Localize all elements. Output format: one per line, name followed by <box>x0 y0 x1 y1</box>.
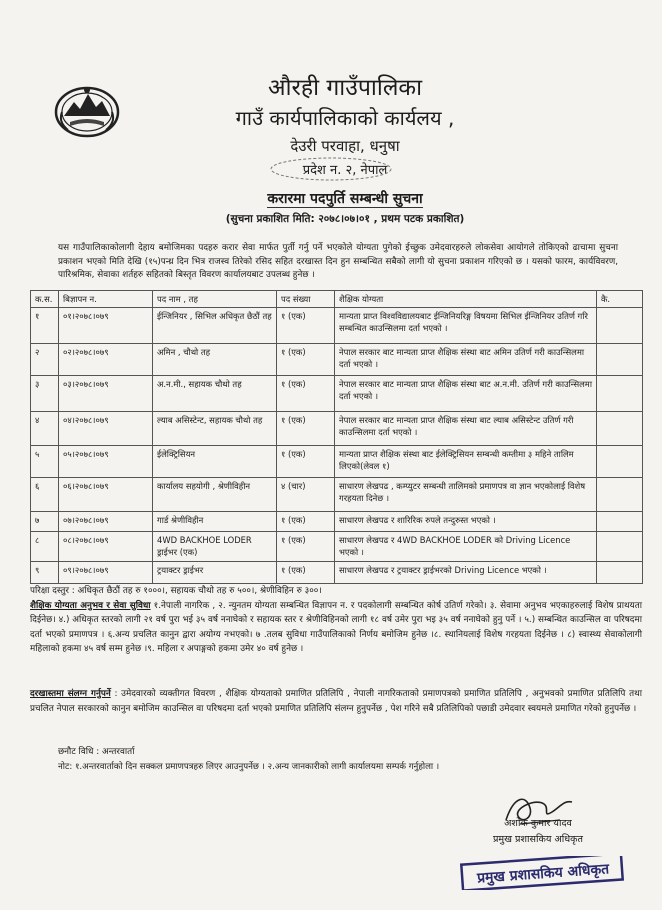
cell-adv: ०६।२०७८।०७९ <box>59 478 153 512</box>
table-row <box>31 412 643 446</box>
cell-qual: नेपाल सरकार बाट मान्यता प्राप्त शैक्षिक संस्था बाट अमिन उतिर्ण गरी काउन्सिलमा दर्ता भएको । <box>335 344 597 376</box>
cell-qual: मान्यता प्राप्त शैक्षिक संस्था बाट ईलेक्ट्रिसियन सम्बन्धी कम्तीमा ३ महिने तालिम लिएको(लेवल १) <box>335 446 597 478</box>
cell-sn: ७ <box>31 512 59 532</box>
required-documents <box>30 687 642 716</box>
cell-adv: ०३।२०७८।०७९ <box>59 376 153 412</box>
fees-and-eligibility <box>30 584 642 657</box>
notice-subtitle: (सुचना प्रकाशित मिति: २०७८।०७।०१ , प्रथम पटक प्रकाशित) <box>225 213 465 225</box>
cell-sn: १ <box>31 308 59 344</box>
cell-remarks <box>597 532 643 562</box>
signatory-name: अशोक कुमार यादव <box>504 818 572 829</box>
cell-adv: ०९।२०७८।०७९ <box>59 562 153 584</box>
cell-post: ईन्जिनियर , सिभिल अधिकृत छैठौं तह <box>153 308 277 344</box>
cell-count: १ (एक) <box>277 446 335 478</box>
official-rubber-stamp <box>458 856 628 890</box>
cell-remarks <box>597 562 643 584</box>
cell-qual: साधारण लेखपढ र 4WD BACKHOE LODER को Driving Licence भएको । <box>335 532 597 562</box>
cell-sn: ४ <box>31 412 59 446</box>
round-stamp-overlay <box>246 156 416 182</box>
cell-qual: नेपाल सरकार बाट मान्यता प्राप्त शैक्षिक संस्था बाट ल्याब असिस्टेन्ट उतिर्ण गरी काउन्सिलमा दर्ता भएको । <box>335 412 597 446</box>
cell-adv: ०५।२०७८।०७९ <box>59 446 153 478</box>
cell-count: १ (एक) <box>277 344 335 376</box>
cell-count: १ (एक) <box>277 412 335 446</box>
cell-adv: ०७।२०७८।०७९ <box>59 512 153 532</box>
office-address: देउरी परवाहा, धनुषा <box>290 137 400 155</box>
note-text: नोट: १.अन्तरवार्ताको दिन सक्कल प्रमाणपत्रहरु लिएर आउनुपर्नेछ । २.अन्य जानकारीको लागी कार्यालयमा सम्पर्क गर्नुहोला । <box>58 762 440 772</box>
eligibility-text: १.नेपाली नागरिक , २. न्युनतम योग्यता सम्बन्धित विज्ञापन न. र पदकोलागी सम्बन्धित कोर्ष उतिर्ण गरेको। ३. सेवामा अनुभव भएकाहरुलाई विशेष प्राथयता दिईनेछ। ४.) अधिकृत स्तरको लागी २१ वर्ष पुरा भई ३५ वर्ष ननाघेको र सहायक स्तर र श्रेणीविहिनको लागी १८ वर्ष उमेर पुरा भइ ३५ वर्ष ननाघेको हुनु पर्ने । ५.) सम्बन्धित काउन्सिल वा परिषदमा दर्ता भएको प्रमाणपत्र । ६.अन्य प्रचलित कानुन द्वारा अयोग्य नभएको। ७ .तलब सुविधा गाउँपालिकाको निर्णय बमोजिम हुनेछ ।८. स्थानियलाई विशेष गरहयता दिईनेछ । ८) स्वास्थ्य सेवाकोलागी महिलाको हकमा ४५ वर्ष सम्म हुनेछ ।९. महिला र अपाङ्गको हकमा उमेर ४० वर्ष हुनेछ । <box>30 600 642 654</box>
cell-qual: साधारण लेखपढ र ट्रयाक्टर ड्राईभरको Driving Licence भएको । <box>335 562 597 584</box>
table-row <box>31 562 643 584</box>
col-header-post: पद नाम , तह <box>153 291 277 308</box>
selection-method: छनौट विधि : अन्तरवार्ता <box>58 747 135 757</box>
table-header-row <box>31 291 643 308</box>
cell-adv: ०८।२०७८।०७९ <box>59 532 153 562</box>
cell-remarks <box>597 478 643 512</box>
notice-title <box>150 189 540 208</box>
municipality-emblem-icon <box>54 82 120 138</box>
col-header-adv: बिज्ञापन न. <box>59 291 153 308</box>
exam-fee-text: परिक्षा दस्तुर : अधिकृत छैठौं तह रु १०००।, सहायक चौथो तह रु ५००।, श्रेणीविहिन रु ३००। <box>30 586 322 596</box>
cell-adv: ०२।२०७८।०७९ <box>59 344 153 376</box>
cell-sn: २ <box>31 344 59 376</box>
cell-sn: ६ <box>31 478 59 512</box>
cell-sn: ८ <box>31 532 59 562</box>
cell-remarks <box>597 412 643 446</box>
col-header-remarks: कै. <box>597 291 643 308</box>
cell-count: १ (एक) <box>277 308 335 344</box>
cell-count: १ (एक) <box>277 376 335 412</box>
table-row <box>31 344 643 376</box>
cell-post: अ.न.मी., सहायक चौथो तह <box>153 376 277 412</box>
cell-adv: ०१।२०७८।०७९ <box>59 308 153 344</box>
signatory-block <box>478 816 598 848</box>
documents-text: : उमेदवारको व्यक्तीगत विवरण , शैक्षिक योग्यताको प्रमाणित प्रतिलिपि , नेपाली नागरिकताको प्रमाणपत्रको प्रमाणित प्रतिलिपि , अनुभवको प्रमाणित प्रतिलिपि तथा प्रचलित नेपाल सरकारको कानुन बमोजिम काउन्सिल वा परिषदमा दर्ता भएको प्रमाणित प्रतिलिपि संलग्न हुनुपर्नेछ , पेश गरिने सबै प्रतिलिपिको पछाडी उमेदवार स्वयमले प्रमाणित गरेको हुनुपर्नेछ । <box>30 689 642 714</box>
table-row <box>31 478 643 512</box>
cell-post: 4WD BACKHOE LODER ड्राईभर (एक) <box>153 532 277 562</box>
intro-paragraph: यस गाउँपालिकाकोलागी देहाय बमोजिमका पदहरु करार सेवा मार्फत पुर्ती गर्नु पर्ने भएकोले योग्यता पुगेको ईच्छुक उमेदवारहरुले लोकसेवा आयोगले तोकिएको ढाचामा सुचना प्रकाशन भएको मिति देखि (१५)पन्ध्र दिन भित्र राजस्व तिरेको रसिद सहित दरखास्त दिन हुन सम्बन्धित सबैको लागी यो सुचना प्रकाशन गरिएको छ । यसको फारम, कार्यविवरण, पारिश्रमिक, सेवाका शर्तहरु सहितको बिस्तृत विवरण कार्यालयबाट उपलब्ध हुनेछ । <box>58 243 618 280</box>
table-row <box>31 512 643 532</box>
cell-qual: साधारण लेखपढ र शारिरिक रुपले तन्दुरुस्त भएको । <box>335 512 597 532</box>
cell-sn: ३ <box>31 376 59 412</box>
cell-remarks <box>597 512 643 532</box>
cell-count: १ (एक) <box>277 532 335 562</box>
cell-adv: ०४।२०७८।०७९ <box>59 412 153 446</box>
municipality-name: औरही गाउँपालिका <box>267 75 423 101</box>
cell-post: गार्ड श्रेणीविहीन <box>153 512 277 532</box>
cell-remarks <box>597 446 643 478</box>
cell-remarks <box>597 376 643 412</box>
stamp-text: प्रमुख प्रशासकिय अधिकृत <box>476 861 610 887</box>
cell-qual: साधारण लेखपढ , कम्प्युटर सम्बन्धी तालिमको प्रमाणपत्र वा ज्ञान भएकोलाई विशेष गरहयता दिनेछ । <box>335 478 597 512</box>
cell-remarks <box>597 308 643 344</box>
eligibility-label: शैक्षिक योग्यता अनुभव र सेवा सुविधा <box>30 600 151 611</box>
col-header-qual: शैक्षिक योग्यता <box>335 291 597 308</box>
cell-count: १ (एक) <box>277 562 335 584</box>
col-header-count: पद संख्या <box>277 291 335 308</box>
col-header-sn: क.स. <box>31 291 59 308</box>
signatory-role: प्रमुख प्रशासकिय अधिकृत <box>492 834 584 845</box>
cell-sn: ५ <box>31 446 59 478</box>
cell-remarks <box>597 344 643 376</box>
cell-post: कार्यालय सहयोगी , श्रेणीविहीन <box>153 478 277 512</box>
table-row <box>31 308 643 344</box>
notice-title-text: करारमा पदपुर्ति सम्बन्धी सुचना <box>267 191 423 207</box>
cell-post: ट्रयाक्टर ड्राईभर <box>153 562 277 584</box>
office-name: गाउँ कार्यपालिकाको कार्यलय , <box>235 106 455 130</box>
documents-label: दरखास्तमा संलग्न गर्नुपर्ने <box>30 689 111 699</box>
table-row <box>31 532 643 562</box>
cell-sn: ९ <box>31 562 59 584</box>
cell-qual: नेपाल सरकार बाट मान्यता प्राप्त शैक्षिक संस्था बाट अ.न.मी. उतिर्ण गरी काउन्सिलमा दर्ता भएको । <box>335 376 597 412</box>
vacancy-table <box>30 290 643 584</box>
cell-qual: मान्यता प्राप्त विश्वविद्यालयबाट ईन्जिनियरिङ्ग विषयमा सिभिल ईन्जिनियर उतिर्ण गरि सम्बन्धित काउन्सिलमा दर्ता भएको । <box>335 308 597 344</box>
cell-post: ईलेक्ट्रिसियन <box>153 446 277 478</box>
province-line: प्रदेश न. २, नेपाल <box>302 163 388 178</box>
cell-count: १ (एक) <box>277 512 335 532</box>
cell-post: अमिन , चौथो तह <box>153 344 277 376</box>
table-row <box>31 446 643 478</box>
cell-post: ल्याब असिस्टेन्ट, सहायक चौथो तह <box>153 412 277 446</box>
table-row <box>31 376 643 412</box>
cell-count: ४ (चार) <box>277 478 335 512</box>
